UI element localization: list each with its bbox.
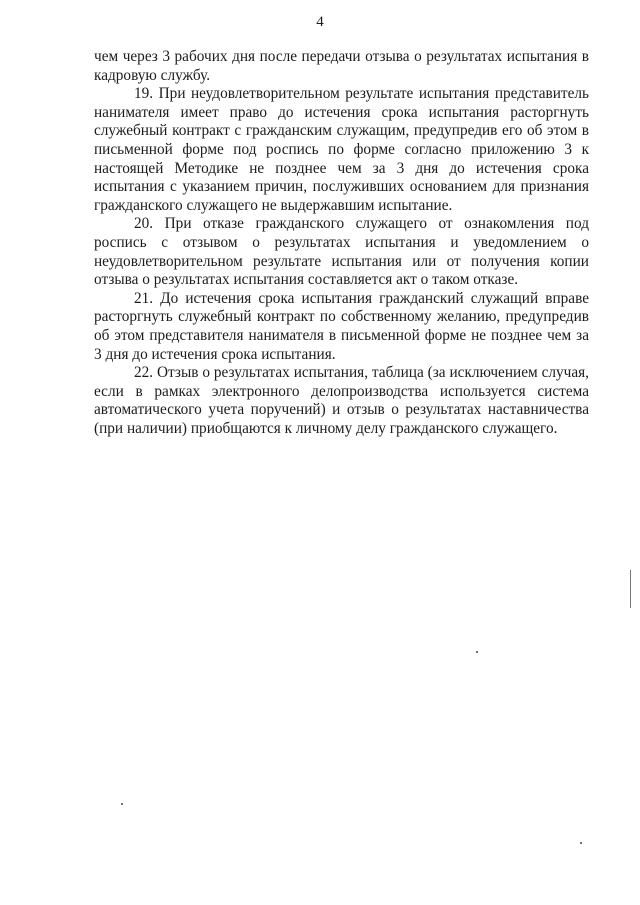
paragraph-19: 19. При неудовлетворительном результате испытания представитель нанимателя имеет право до истечения срока испытания расторгнуть служебный контракт с гражданским служащим, предупредив его об этом в письменной форме под роспись по форме согласно приложению 3 к настоящей Методике не позднее чем за 3 дня до истечения срока испытания с указанием причин, послуживших основанием для признания гражданского служащего не выдержавшим испытание. <box>94 85 589 214</box>
scan-speck <box>580 842 582 844</box>
paragraph-21: 21. До истечения срока испытания гражданский служащий вправе расторгнуть служебный контракт по собственному желанию, предупредив об этом представителя нанимателя в письменной форме не позднее чем за 3 дня до истечения срока испытания. <box>94 289 589 363</box>
page-number: 4 <box>316 14 324 30</box>
paragraph-continuation: чем через 3 рабочих дня после передачи отзыва о результатах испытания в кадровую службу. <box>94 48 589 84</box>
paragraph-20: 20. При отказе гражданского служащего от ознакомления под роспись с отзывом о результатах испытания и уведомлением о неудовлетворительном результате испытания или от получения копии отзыва о результатах испытания составляется акт о таком отказе. <box>94 215 589 289</box>
paragraph-22: 22. Отзыв о результатах испытания, таблица (за исключением случая, если в рамках электронного делопроизводства используется система автоматического учета поручений) и отзыв о результатах наставничества (при наличии) приобщаются к личному делу гражданского служащего. <box>94 364 589 437</box>
document-body <box>94 48 589 438</box>
scan-speck <box>476 651 478 653</box>
scan-speck <box>121 803 123 805</box>
scan-edge-mark <box>630 570 631 608</box>
